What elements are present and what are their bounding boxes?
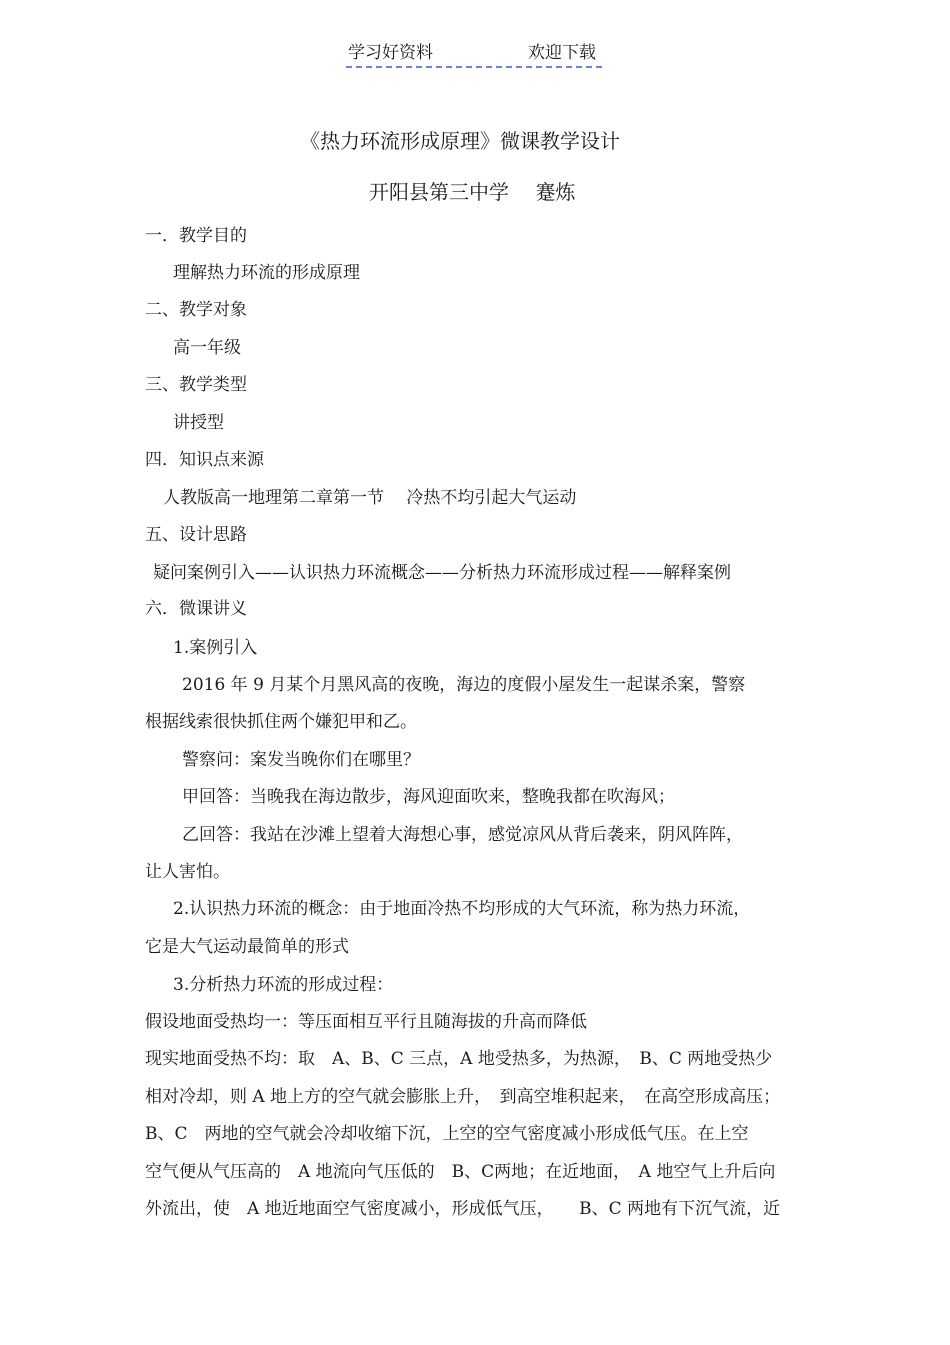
paragraph-line: 空气便从气压高的 A 地流向气压低的 B、C两地；在近地面， A 地空气上升后向 [145, 1162, 776, 1182]
section-heading-4: 四．知识点来源 [145, 450, 264, 470]
paragraph-line: 疑问案例引入——认识热力环流概念——分析热力环流形成过程——解释案例 [153, 563, 731, 583]
dialogue-line: 警察问：案发当晚你们在哪里？ [182, 750, 420, 770]
dialogue-line: 乙回答：我站在沙滩上望着大海想心事，感觉凉风从背后袭来，阴风阵阵， [182, 825, 743, 845]
paragraph-line: 外流出，使 A 地近地面空气密度减小，形成低气压， B、C 两地有下沉气流，近 [145, 1199, 781, 1219]
author-line: 开阳县第三中学 蹇炼 [369, 180, 576, 204]
paragraph-line: 2016 年 9 月某个月黑风高的夜晚，海边的度假小屋发生一起谋杀案，警察 [182, 675, 746, 695]
paragraph-line: 假设地面受热均一：等压面相互平行且随海拔的升高而降低 [145, 1012, 587, 1032]
subsection-heading: 2.认识热力环流的概念：由于地面冷热不均形成的大气环流，称为热力环流， [173, 899, 751, 919]
paragraph-line: 根据线索很快抓住两个嫌犯甲和乙。 [145, 712, 417, 732]
document-title: 《热力环流形成原理》微课教学设计 [300, 129, 620, 153]
header-dashed-rule [346, 66, 602, 68]
header-left-text: 学习好资料 [348, 43, 433, 63]
paragraph-line: 现实地面受热不均：取 A、B、C 三点，A 地受热多，为热源， B、C 两地受热少 [145, 1049, 773, 1069]
subsection-heading: 3.分析热力环流的形成过程： [173, 975, 394, 995]
paragraph-line: B、C 两地的空气就会冷却收缩下沉，上空的空气密度减小形成低气压。在上空 [145, 1124, 749, 1144]
header-right-text: 欢迎下载 [528, 43, 596, 63]
paragraph-line: 讲授型 [173, 413, 224, 433]
section-heading-6: 六．微课讲义 [145, 599, 247, 619]
paragraph-line: 理解热力环流的形成原理 [173, 263, 360, 283]
dialogue-line: 甲回答：当晚我在海边散步，海风迎面吹来，整晚我都在吹海风； [182, 787, 675, 807]
paragraph-line: 相对冷却，则 A 地上方的空气就会膨胀上升， 到高空堆积起来， 在高空形成高压； [145, 1087, 781, 1107]
paragraph-line: 它是大气运动最简单的形式 [145, 937, 349, 957]
paragraph-line: 高一年级 [173, 338, 241, 358]
paragraph-line: 人教版高一地理第二章第一节 冷热不均引起大气运动 [163, 488, 577, 508]
section-heading-5: 五、设计思路 [145, 525, 247, 545]
section-heading-1: 一．教学目的 [145, 226, 247, 246]
section-heading-3: 三、教学类型 [145, 375, 247, 395]
section-heading-2: 二、教学对象 [145, 300, 247, 320]
paragraph-line: 让人害怕。 [145, 862, 230, 882]
page-header [346, 42, 602, 68]
subsection-heading: 1.案例引入 [173, 638, 258, 658]
